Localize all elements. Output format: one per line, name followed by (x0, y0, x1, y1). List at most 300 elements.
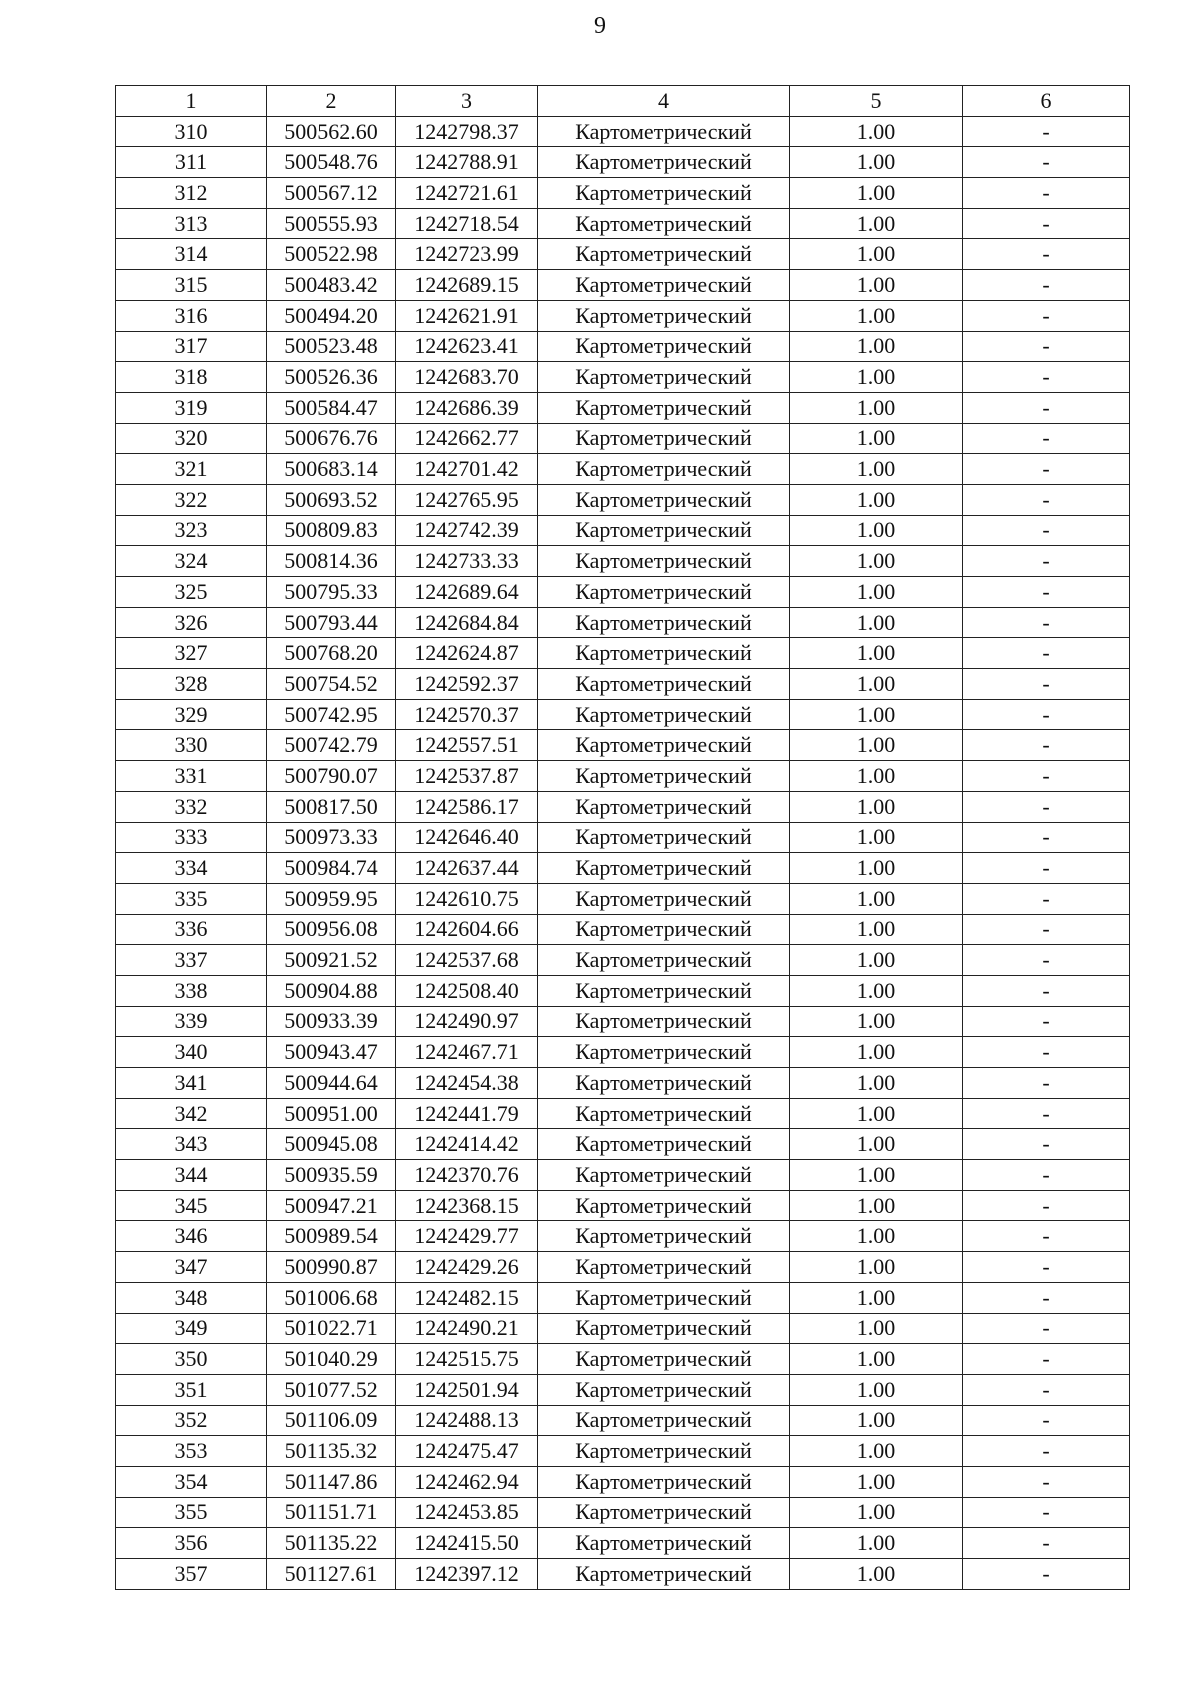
table-row (116, 1160, 1130, 1191)
accuracy-cell: 1.00 (790, 1374, 963, 1405)
accuracy-cell: 1.00 (790, 331, 963, 362)
y-coordinate-cell: 1242370.76 (396, 1160, 538, 1191)
point-number-cell: 344 (116, 1160, 267, 1191)
x-coordinate-cell: 500526.36 (267, 362, 396, 393)
y-coordinate-cell: 1242414.42 (396, 1129, 538, 1160)
accuracy-cell: 1.00 (790, 484, 963, 515)
x-coordinate-cell: 500548.76 (267, 147, 396, 178)
accuracy-cell: 1.00 (790, 515, 963, 546)
y-coordinate-cell: 1242570.37 (396, 699, 538, 730)
method-cell: Картометрический (538, 208, 790, 239)
point-number-cell: 333 (116, 822, 267, 853)
x-coordinate-cell: 501147.86 (267, 1466, 396, 1497)
accuracy-cell: 1.00 (790, 1466, 963, 1497)
point-number-cell: 343 (116, 1129, 267, 1160)
table-row (116, 116, 1130, 147)
x-coordinate-cell: 500522.98 (267, 239, 396, 270)
point-number-cell: 334 (116, 853, 267, 884)
x-coordinate-cell: 500933.39 (267, 1006, 396, 1037)
point-number-cell: 319 (116, 392, 267, 423)
description-cell: - (963, 638, 1130, 669)
point-number-cell: 336 (116, 914, 267, 945)
table-row (116, 362, 1130, 393)
y-coordinate-cell: 1242368.15 (396, 1190, 538, 1221)
point-number-cell: 342 (116, 1098, 267, 1129)
method-cell: Картометрический (538, 147, 790, 178)
description-cell: - (963, 147, 1130, 178)
y-coordinate-cell: 1242723.99 (396, 239, 538, 270)
method-cell: Картометрический (538, 178, 790, 209)
point-number-cell: 310 (116, 116, 267, 147)
point-number-cell: 313 (116, 208, 267, 239)
table-row (116, 945, 1130, 976)
y-coordinate-cell: 1242429.77 (396, 1221, 538, 1252)
table-row (116, 300, 1130, 331)
y-coordinate-cell: 1242475.47 (396, 1436, 538, 1467)
y-coordinate-cell: 1242686.39 (396, 392, 538, 423)
table-row (116, 515, 1130, 546)
x-coordinate-cell: 500990.87 (267, 1252, 396, 1283)
method-cell: Картометрический (538, 914, 790, 945)
accuracy-cell: 1.00 (790, 1190, 963, 1221)
method-cell: Картометрический (538, 1006, 790, 1037)
method-cell: Картометрический (538, 1405, 790, 1436)
y-coordinate-cell: 1242624.87 (396, 638, 538, 669)
table-row (116, 730, 1130, 761)
table-row (116, 1252, 1130, 1283)
x-coordinate-cell: 500989.54 (267, 1221, 396, 1252)
x-coordinate-cell: 501006.68 (267, 1282, 396, 1313)
y-coordinate-cell: 1242765.95 (396, 484, 538, 515)
y-coordinate-cell: 1242621.91 (396, 300, 538, 331)
accuracy-cell: 1.00 (790, 546, 963, 577)
accuracy-cell: 1.00 (790, 669, 963, 700)
method-cell: Картометрический (538, 883, 790, 914)
method-cell: Картометрический (538, 1098, 790, 1129)
x-coordinate-cell: 500790.07 (267, 761, 396, 792)
point-number-cell: 339 (116, 1006, 267, 1037)
accuracy-cell: 1.00 (790, 1098, 963, 1129)
x-coordinate-cell: 500984.74 (267, 853, 396, 884)
description-cell: - (963, 392, 1130, 423)
x-coordinate-cell: 500483.42 (267, 270, 396, 301)
accuracy-cell: 1.00 (790, 1559, 963, 1590)
table-row (116, 331, 1130, 362)
accuracy-cell: 1.00 (790, 638, 963, 669)
point-number-cell: 357 (116, 1559, 267, 1590)
x-coordinate-cell: 500943.47 (267, 1037, 396, 1068)
table-row (116, 822, 1130, 853)
description-cell: - (963, 822, 1130, 853)
accuracy-cell: 1.00 (790, 945, 963, 976)
y-coordinate-cell: 1242604.66 (396, 914, 538, 945)
x-coordinate-cell: 500754.52 (267, 669, 396, 700)
method-cell: Картометрический (538, 1221, 790, 1252)
y-coordinate-cell: 1242490.21 (396, 1313, 538, 1344)
description-cell: - (963, 1098, 1130, 1129)
accuracy-cell: 1.00 (790, 699, 963, 730)
description-cell: - (963, 423, 1130, 454)
method-cell: Картометрический (538, 392, 790, 423)
description-cell: - (963, 1037, 1130, 1068)
accuracy-cell: 1.00 (790, 1129, 963, 1160)
description-cell: - (963, 1282, 1130, 1313)
point-number-cell: 335 (116, 883, 267, 914)
point-number-cell: 325 (116, 577, 267, 608)
point-number-cell: 312 (116, 178, 267, 209)
table-body (116, 116, 1130, 1589)
x-coordinate-cell: 500809.83 (267, 515, 396, 546)
x-coordinate-cell: 500904.88 (267, 975, 396, 1006)
y-coordinate-cell: 1242586.17 (396, 791, 538, 822)
x-coordinate-cell: 501077.52 (267, 1374, 396, 1405)
table-row (116, 178, 1130, 209)
y-coordinate-cell: 1242684.84 (396, 607, 538, 638)
page-number: 9 (594, 13, 606, 39)
accuracy-cell: 1.00 (790, 239, 963, 270)
point-number-cell: 321 (116, 454, 267, 485)
table-row (116, 270, 1130, 301)
point-number-cell: 316 (116, 300, 267, 331)
table-row (116, 638, 1130, 669)
y-coordinate-cell: 1242683.70 (396, 362, 538, 393)
description-cell: - (963, 1190, 1130, 1221)
accuracy-cell: 1.00 (790, 607, 963, 638)
y-coordinate-cell: 1242508.40 (396, 975, 538, 1006)
description-cell: - (963, 1559, 1130, 1590)
point-number-cell: 330 (116, 730, 267, 761)
method-cell: Картометрический (538, 423, 790, 454)
table-row (116, 208, 1130, 239)
accuracy-cell: 1.00 (790, 362, 963, 393)
method-cell: Картометрический (538, 669, 790, 700)
table-row (116, 699, 1130, 730)
description-cell: - (963, 883, 1130, 914)
point-number-cell: 315 (116, 270, 267, 301)
point-number-cell: 311 (116, 147, 267, 178)
description-cell: - (963, 1129, 1130, 1160)
method-cell: Картометрический (538, 853, 790, 884)
x-coordinate-cell: 500567.12 (267, 178, 396, 209)
description-cell: - (963, 945, 1130, 976)
table-row (116, 883, 1130, 914)
point-number-cell: 347 (116, 1252, 267, 1283)
column-header: 6 (963, 86, 1130, 117)
point-number-cell: 322 (116, 484, 267, 515)
description-cell: - (963, 975, 1130, 1006)
table-header (116, 86, 1130, 117)
y-coordinate-cell: 1242490.97 (396, 1006, 538, 1037)
point-number-cell: 324 (116, 546, 267, 577)
table-row (116, 1068, 1130, 1099)
x-coordinate-cell: 500959.95 (267, 883, 396, 914)
description-cell: - (963, 730, 1130, 761)
description-cell: - (963, 791, 1130, 822)
x-coordinate-cell: 500935.59 (267, 1160, 396, 1191)
accuracy-cell: 1.00 (790, 1252, 963, 1283)
description-cell: - (963, 853, 1130, 884)
column-header: 5 (790, 86, 963, 117)
column-header: 1 (116, 86, 267, 117)
point-number-cell: 346 (116, 1221, 267, 1252)
table-row (116, 1129, 1130, 1160)
description-cell: - (963, 607, 1130, 638)
description-cell: - (963, 1313, 1130, 1344)
accuracy-cell: 1.00 (790, 300, 963, 331)
description-cell: - (963, 669, 1130, 700)
point-number-cell: 351 (116, 1374, 267, 1405)
point-number-cell: 340 (116, 1037, 267, 1068)
y-coordinate-cell: 1242488.13 (396, 1405, 538, 1436)
accuracy-cell: 1.00 (790, 1344, 963, 1375)
x-coordinate-cell: 500817.50 (267, 791, 396, 822)
table-row (116, 1221, 1130, 1252)
y-coordinate-cell: 1242718.54 (396, 208, 538, 239)
y-coordinate-cell: 1242454.38 (396, 1068, 538, 1099)
description-cell: - (963, 1405, 1130, 1436)
description-cell: - (963, 1528, 1130, 1559)
table-row (116, 577, 1130, 608)
y-coordinate-cell: 1242742.39 (396, 515, 538, 546)
x-coordinate-cell: 500793.44 (267, 607, 396, 638)
accuracy-cell: 1.00 (790, 1313, 963, 1344)
description-cell: - (963, 239, 1130, 270)
point-number-cell: 332 (116, 791, 267, 822)
method-cell: Картометрический (538, 699, 790, 730)
accuracy-cell: 1.00 (790, 1037, 963, 1068)
y-coordinate-cell: 1242537.87 (396, 761, 538, 792)
accuracy-cell: 1.00 (790, 1006, 963, 1037)
point-number-cell: 338 (116, 975, 267, 1006)
method-cell: Картометрический (538, 577, 790, 608)
table-row (116, 1497, 1130, 1528)
method-cell: Картометрический (538, 1160, 790, 1191)
y-coordinate-cell: 1242429.26 (396, 1252, 538, 1283)
table-row (116, 423, 1130, 454)
accuracy-cell: 1.00 (790, 1405, 963, 1436)
point-number-cell: 327 (116, 638, 267, 669)
description-cell: - (963, 1221, 1130, 1252)
point-number-cell: 355 (116, 1497, 267, 1528)
table-row (116, 1528, 1130, 1559)
method-cell: Картометрический (538, 1068, 790, 1099)
table-row (116, 239, 1130, 270)
point-number-cell: 345 (116, 1190, 267, 1221)
description-cell: - (963, 1466, 1130, 1497)
column-header: 2 (267, 86, 396, 117)
column-header: 4 (538, 86, 790, 117)
method-cell: Картометрический (538, 1436, 790, 1467)
y-coordinate-cell: 1242467.71 (396, 1037, 538, 1068)
table-row (116, 1344, 1130, 1375)
x-coordinate-cell: 500742.79 (267, 730, 396, 761)
method-cell: Картометрический (538, 1129, 790, 1160)
y-coordinate-cell: 1242623.41 (396, 331, 538, 362)
y-coordinate-cell: 1242701.42 (396, 454, 538, 485)
y-coordinate-cell: 1242689.15 (396, 270, 538, 301)
x-coordinate-cell: 501106.09 (267, 1405, 396, 1436)
table-row (116, 546, 1130, 577)
description-cell: - (963, 116, 1130, 147)
method-cell: Картометрический (538, 1252, 790, 1283)
method-cell: Картометрический (538, 546, 790, 577)
x-coordinate-cell: 500584.47 (267, 392, 396, 423)
point-number-cell: 329 (116, 699, 267, 730)
method-cell: Картометрический (538, 1466, 790, 1497)
method-cell: Картометрический (538, 638, 790, 669)
description-cell: - (963, 1006, 1130, 1037)
point-number-cell: 337 (116, 945, 267, 976)
x-coordinate-cell: 500683.14 (267, 454, 396, 485)
x-coordinate-cell: 500795.33 (267, 577, 396, 608)
table-row (116, 1282, 1130, 1313)
accuracy-cell: 1.00 (790, 454, 963, 485)
table-row (116, 1374, 1130, 1405)
x-coordinate-cell: 500945.08 (267, 1129, 396, 1160)
method-cell: Картометрический (538, 607, 790, 638)
method-cell: Картометрический (538, 1497, 790, 1528)
x-coordinate-cell: 500814.36 (267, 546, 396, 577)
table-row (116, 1037, 1130, 1068)
table-row (116, 791, 1130, 822)
accuracy-cell: 1.00 (790, 791, 963, 822)
y-coordinate-cell: 1242592.37 (396, 669, 538, 700)
x-coordinate-cell: 500562.60 (267, 116, 396, 147)
x-coordinate-cell: 501135.22 (267, 1528, 396, 1559)
table-row (116, 1313, 1130, 1344)
method-cell: Картометрический (538, 239, 790, 270)
description-cell: - (963, 699, 1130, 730)
header-row (116, 86, 1130, 117)
table-row (116, 607, 1130, 638)
description-cell: - (963, 454, 1130, 485)
description-cell: - (963, 577, 1130, 608)
accuracy-cell: 1.00 (790, 1068, 963, 1099)
point-number-cell: 350 (116, 1344, 267, 1375)
table-row (116, 975, 1130, 1006)
point-number-cell: 356 (116, 1528, 267, 1559)
description-cell: - (963, 1497, 1130, 1528)
y-coordinate-cell: 1242733.33 (396, 546, 538, 577)
y-coordinate-cell: 1242662.77 (396, 423, 538, 454)
x-coordinate-cell: 500742.95 (267, 699, 396, 730)
x-coordinate-cell: 500676.76 (267, 423, 396, 454)
method-cell: Картометрический (538, 791, 790, 822)
method-cell: Картометрический (538, 331, 790, 362)
accuracy-cell: 1.00 (790, 1282, 963, 1313)
y-coordinate-cell: 1242537.68 (396, 945, 538, 976)
description-cell: - (963, 300, 1130, 331)
table-row (116, 1466, 1130, 1497)
point-number-cell: 353 (116, 1436, 267, 1467)
table-row (116, 1436, 1130, 1467)
table-row (116, 1190, 1130, 1221)
point-number-cell: 352 (116, 1405, 267, 1436)
x-coordinate-cell: 500951.00 (267, 1098, 396, 1129)
y-coordinate-cell: 1242798.37 (396, 116, 538, 147)
y-coordinate-cell: 1242610.75 (396, 883, 538, 914)
x-coordinate-cell: 500956.08 (267, 914, 396, 945)
y-coordinate-cell: 1242397.12 (396, 1559, 538, 1590)
x-coordinate-cell: 500947.21 (267, 1190, 396, 1221)
table-row (116, 454, 1130, 485)
method-cell: Картометрический (538, 761, 790, 792)
description-cell: - (963, 1160, 1130, 1191)
y-coordinate-cell: 1242689.64 (396, 577, 538, 608)
method-cell: Картометрический (538, 1282, 790, 1313)
y-coordinate-cell: 1242415.50 (396, 1528, 538, 1559)
accuracy-cell: 1.00 (790, 1528, 963, 1559)
description-cell: - (963, 1252, 1130, 1283)
accuracy-cell: 1.00 (790, 883, 963, 914)
table-row (116, 914, 1130, 945)
method-cell: Картометрический (538, 515, 790, 546)
accuracy-cell: 1.00 (790, 116, 963, 147)
point-number-cell: 331 (116, 761, 267, 792)
y-coordinate-cell: 1242482.15 (396, 1282, 538, 1313)
method-cell: Картометрический (538, 822, 790, 853)
description-cell: - (963, 484, 1130, 515)
table-row (116, 1405, 1130, 1436)
point-number-cell: 318 (116, 362, 267, 393)
x-coordinate-cell: 500555.93 (267, 208, 396, 239)
point-number-cell: 341 (116, 1068, 267, 1099)
point-number-cell: 328 (116, 669, 267, 700)
table-row (116, 669, 1130, 700)
table-row (116, 1098, 1130, 1129)
accuracy-cell: 1.00 (790, 1436, 963, 1467)
method-cell: Картометрический (538, 484, 790, 515)
y-coordinate-cell: 1242453.85 (396, 1497, 538, 1528)
method-cell: Картометрический (538, 1559, 790, 1590)
method-cell: Картометрический (538, 362, 790, 393)
accuracy-cell: 1.00 (790, 822, 963, 853)
table-row (116, 853, 1130, 884)
method-cell: Картометрический (538, 454, 790, 485)
accuracy-cell: 1.00 (790, 423, 963, 454)
point-number-cell: 320 (116, 423, 267, 454)
y-coordinate-cell: 1242788.91 (396, 147, 538, 178)
description-cell: - (963, 1068, 1130, 1099)
y-coordinate-cell: 1242501.94 (396, 1374, 538, 1405)
point-number-cell: 323 (116, 515, 267, 546)
method-cell: Картометрический (538, 1374, 790, 1405)
y-coordinate-cell: 1242515.75 (396, 1344, 538, 1375)
column-header: 3 (396, 86, 538, 117)
description-cell: - (963, 546, 1130, 577)
x-coordinate-cell: 500523.48 (267, 331, 396, 362)
method-cell: Картометрический (538, 1528, 790, 1559)
x-coordinate-cell: 501127.61 (267, 1559, 396, 1590)
table-row (116, 147, 1130, 178)
method-cell: Картометрический (538, 1344, 790, 1375)
x-coordinate-cell: 501151.71 (267, 1497, 396, 1528)
x-coordinate-cell: 501022.71 (267, 1313, 396, 1344)
x-coordinate-cell: 500494.20 (267, 300, 396, 331)
table-row (116, 1559, 1130, 1590)
table-row (116, 392, 1130, 423)
accuracy-cell: 1.00 (790, 208, 963, 239)
method-cell: Картометрический (538, 1190, 790, 1221)
accuracy-cell: 1.00 (790, 270, 963, 301)
accuracy-cell: 1.00 (790, 1160, 963, 1191)
method-cell: Картометрический (538, 270, 790, 301)
table-row (116, 761, 1130, 792)
method-cell: Картометрический (538, 300, 790, 331)
method-cell: Картометрический (538, 1313, 790, 1344)
point-number-cell: 354 (116, 1466, 267, 1497)
y-coordinate-cell: 1242462.94 (396, 1466, 538, 1497)
